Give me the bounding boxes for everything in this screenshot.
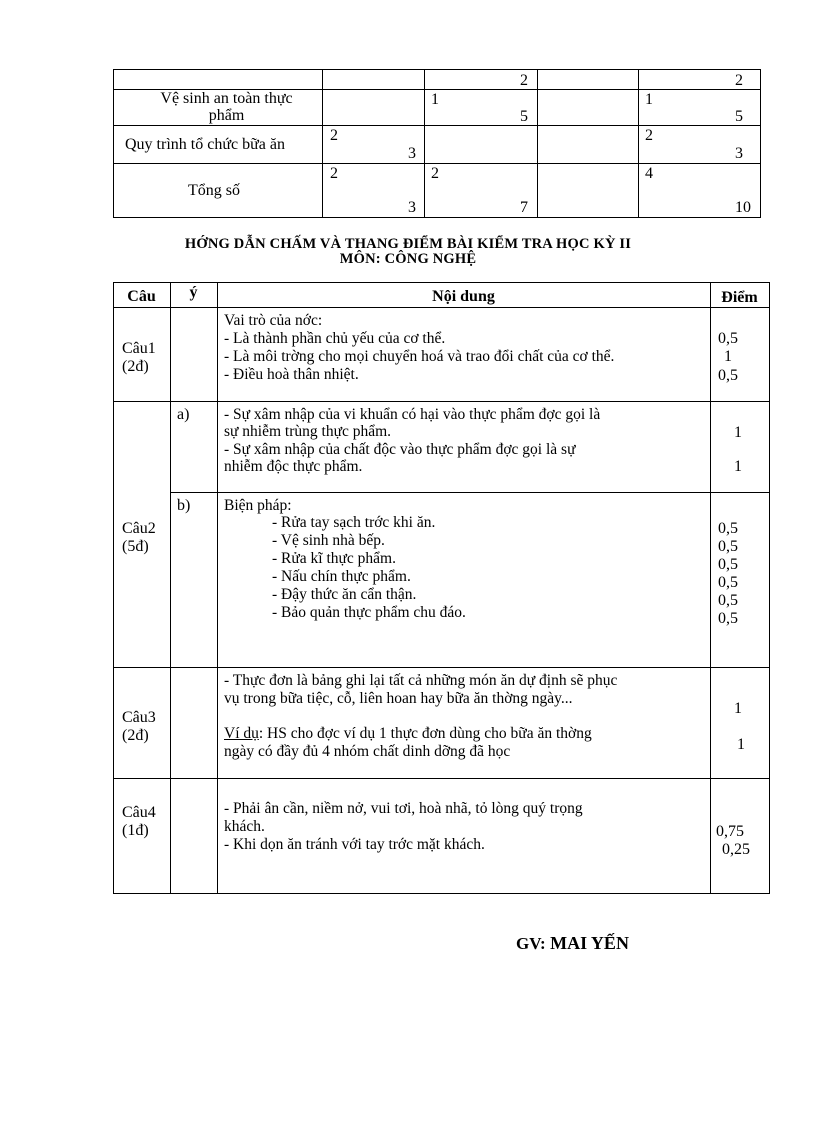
page-subtitle: MÔN: CÔNG NGHỆ	[339, 251, 477, 267]
q1-line-1: Vai trò của nớc:	[224, 312, 323, 329]
row-label-food-safety: Vệ sinh an toàn thực phẩm	[160, 90, 293, 124]
q2b-line-5: - Đậy thức ăn cẩn thận.	[272, 586, 417, 603]
cell-r3-c1-bottom: 3	[408, 199, 416, 216]
cell-r3-c1-top: 2	[330, 165, 338, 182]
q1-label: Câu1	[122, 340, 156, 357]
q4-score-2: 0,25	[722, 841, 750, 858]
cell-r1-c4-top: 1	[645, 91, 653, 108]
q2b-line-6: - Bảo quản thực phẩm chu đáo.	[272, 604, 466, 621]
teacher-signature	[516, 933, 629, 954]
q2b-line-4: - Nấu chín thực phẩm.	[272, 568, 411, 585]
cell-r1-c2-top: 1	[431, 91, 439, 108]
cell-r2-c1-top: 2	[330, 127, 338, 144]
signature-name: MAI YẾN	[545, 933, 629, 953]
q3-score-1: 1	[734, 700, 742, 717]
signature-prefix: GV:	[516, 934, 546, 953]
q2b-line-2: - Vệ sinh nhà bếp.	[272, 532, 385, 549]
q3-example-line-1	[224, 725, 592, 743]
q2-label: Câu2	[122, 520, 156, 537]
header-content: Nội dung	[432, 288, 495, 305]
cell-r2-c4-bottom: 3	[735, 145, 743, 162]
q1-line-4: - Điều hoà thân nhiệt.	[224, 366, 359, 383]
cell-r3-c2-top: 2	[431, 165, 439, 182]
page-title: HỚNG DẪN CHẤM VÀ THANG ĐIỂM BÀI KIỂM TRA HỌC KỲ II	[184, 236, 632, 252]
q2b-score-2: 0,5	[718, 538, 738, 555]
cell-r3-c4-top: 4	[645, 165, 653, 182]
cell-r0-c4-bottom: 2	[735, 72, 743, 89]
cell-r2-c1-bottom: 3	[408, 145, 416, 162]
cell-r3-c2-bottom: 7	[520, 199, 528, 216]
q3-line-1: - Thực đơn là bảng ghi lại tất cả những món ăn dự định sẽ phục	[224, 672, 618, 689]
q2b-line-1: - Rửa tay sạch trớc khi ăn.	[272, 514, 436, 531]
q1-points: (2đ)	[122, 358, 149, 375]
q2a-line-2: sự nhiễm trùng thực phẩm.	[224, 423, 392, 440]
q2-points: (5đ)	[122, 538, 149, 555]
q2a-score-1: 1	[734, 424, 742, 441]
header-score: Điểm	[721, 289, 758, 306]
q2a-line-4: nhiễm độc thực phẩm.	[224, 458, 363, 475]
q3-example-line-2: ngày có đầy đủ 4 nhóm chất dinh dỡng đã học	[224, 743, 511, 760]
q1-score-2: 1	[724, 348, 732, 365]
cell-r0-c2-bottom: 2	[520, 72, 528, 89]
row-label-total: Tổng số	[188, 182, 240, 199]
q2b-heading: Biện pháp:	[224, 497, 292, 514]
q2b-score-3: 0,5	[718, 556, 738, 573]
q1-score-1: 0,5	[718, 330, 738, 347]
cell-r2-c4-top: 2	[645, 127, 653, 144]
q3-example-label: Ví dụ	[224, 725, 259, 742]
q3-example-text-1: : HS cho đợc ví dụ 1 thực đơn dùng cho bữa ăn thờng	[258, 725, 592, 742]
q1-line-2: - Là thành phần chủ yếu của cơ thể.	[224, 330, 446, 347]
q2b-score-5: 0,5	[718, 592, 738, 609]
header-question: Câu	[127, 288, 156, 305]
q2b-part: b)	[177, 497, 191, 514]
q4-score-1: 0,75	[716, 823, 744, 840]
cell-r1-c4-bottom: 5	[735, 108, 743, 125]
q2b-score-4: 0,5	[718, 574, 738, 591]
q4-label: Câu4	[122, 804, 156, 821]
q1-score-3: 0,5	[718, 367, 738, 384]
q1-line-3: - Là môi trờng cho mọi chuyển hoá và trao đổi chất của cơ thể.	[224, 348, 615, 365]
cell-r1-c2-bottom: 5	[520, 108, 528, 125]
q4-line-3: - Khi dọn ăn tránh với tay trớc mặt khách.	[224, 836, 485, 853]
q2b-line-3: - Rửa kĩ thực phẩm.	[272, 550, 396, 567]
q3-score-2: 1	[737, 736, 745, 753]
q2a-line-1: - Sự xâm nhập của vi khuẩn có hại vào thực phẩm đợc gọi là	[224, 406, 601, 423]
header-part: ý	[189, 284, 198, 301]
q3-label: Câu3	[122, 709, 156, 726]
q2b-score-1: 0,5	[718, 520, 738, 537]
row-label-meal-process: Quy trình tổ chức bữa ăn	[125, 136, 285, 153]
q3-points: (2đ)	[122, 727, 149, 744]
q4-points: (1đ)	[122, 822, 149, 839]
q2a-score-2: 1	[734, 458, 742, 475]
q4-line-1: - Phải ân cần, niềm nở, vui tơi, hoà nhã, tỏ lòng quý trọng	[224, 800, 583, 817]
q2a-part: a)	[177, 406, 190, 423]
q3-line-2: vụ trong bữa tiệc, cỗ, liên hoan hay bữa ăn thờng ngày...	[224, 690, 573, 707]
q2b-score-6: 0,5	[718, 610, 738, 627]
q4-line-2: khách.	[224, 818, 265, 835]
q2a-line-3: - Sự xâm nhập của chất độc vào thực phẩm đợc gọi là sự	[224, 441, 576, 458]
cell-r3-c4-bottom: 10	[735, 199, 751, 216]
